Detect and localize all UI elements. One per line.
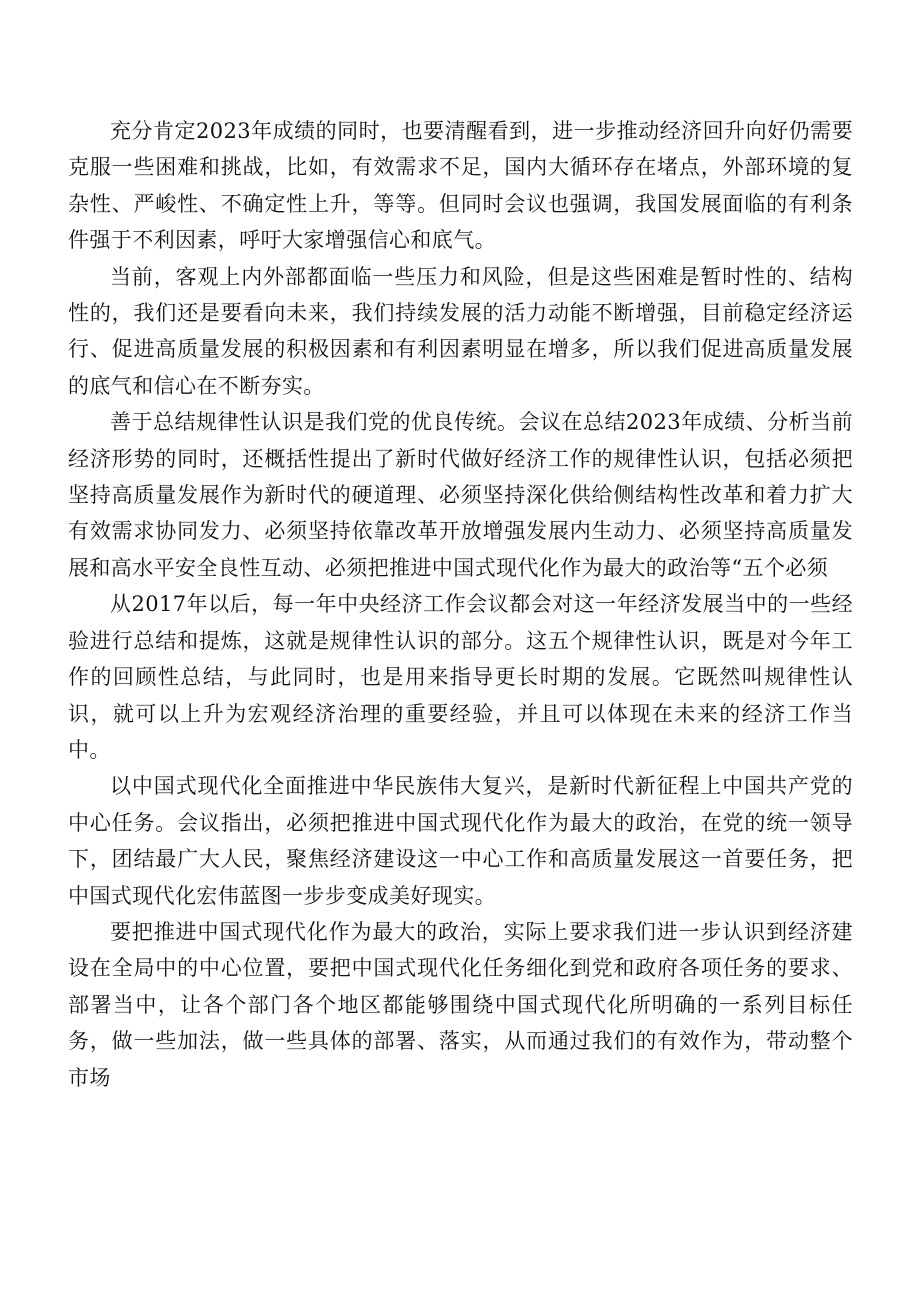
paragraph-5: 以中国式现代化全面推进中华民族伟大复兴，是新时代新征程上中国共产党的中心任务。会议指出，必须把推进中国式现代化作为最大的政治，在党的统一领导下，团结最广大人民，聚焦经济建设这一中心工作和高质量发展这一首要任务，把中国式现代化宏伟蓝图一步步变成美好现实。 [68, 774, 853, 908]
paragraph-4: 从2017年以后，每一年中央经济工作会议都会对这一年经济发展当中的一些经验进行总结和提炼，这就是规律性认识的部分。这五个规律性认识，既是对今年工作的回顾性总结，与此同时，也是用来指导更长时期的发展。它既然叫规律性认识，就可以上升为宏观经济治理的重要经验，并且可以体现在未来的经济工作当中。 [68, 592, 853, 762]
document-body [68, 113, 853, 1096]
paragraph-2: 当前，客观上内外部都面临一些压力和风险，但是这些困难是暂时性的、结构性的，我们还是要看向未来，我们持续发展的活力动能不断增强，目前稳定经济运行、促进高质量发展的积极因素和有利因素明显在增多，所以我们促进高质量发展的底气和信心在不断夯实。 [68, 264, 853, 398]
paragraph-3: 善于总结规律性认识是我们党的优良传统。会议在总结2023年成绩、分析当前经济形势的同时，还概括性提出了新时代做好经济工作的规律性认识，包括必须把坚持高质量发展作为新时代的硬道理、必须坚持深化供给侧结构性改革和着力扩大有效需求协同发力、必须坚持依靠改革开放增强发展内生动力、必须坚持高质量发展和高水平安全良性互动、必须把推进中国式现代化作为最大的政治等“五个必须 [68, 410, 853, 580]
paragraph-1: 充分肯定2023年成绩的同时，也要清醒看到，进一步推动经济回升向好仍需要克服一些困难和挑战，比如，有效需求不足，国内大循环存在堵点，外部环境的复杂性、严峻性、不确定性上升，等等。但同时会议也强调，我国发展面临的有利条件强于不利因素，呼吁大家增强信心和底气。 [68, 119, 853, 253]
paragraph-6: 要把推进中国式现代化作为最大的政治，实际上要求我们进一步认识到经济建设在全局中的中心位置，要把中国式现代化任务细化到党和政府各项任务的要求、部署当中，让各个部门各个地区都能够围绕中国式现代化所明确的一系列目标任务，做一些加法，做一些具体的部署、落实，从而通过我们的有效作为，带动整个市场 [68, 919, 853, 1090]
